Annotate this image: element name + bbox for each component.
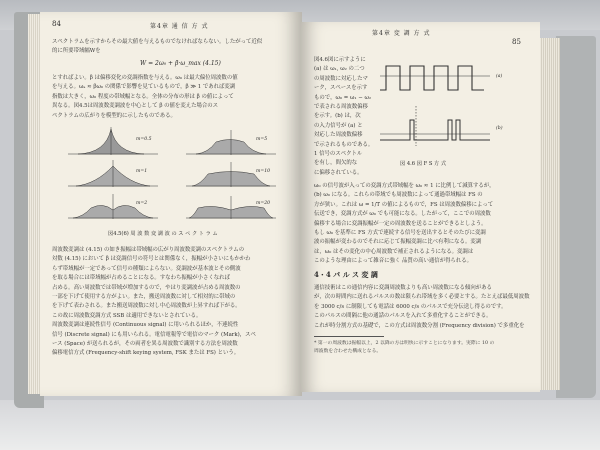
text-line: を与える。ωₐ ≈ βω₀ の関係で影響を見ているもので，β ≫ 1 であれば変調 — [52, 84, 236, 91]
footnote-line: 周波数を合わせた構成となる。 — [314, 349, 382, 354]
right-page — [300, 22, 540, 392]
spectrum-label: m=1 — [136, 169, 148, 174]
section-heading: 4・4 パ ル ス 変 調 — [314, 270, 378, 279]
left-running-head: 第4章 通 信 方 式 — [150, 23, 209, 30]
right-main-text — [314, 182, 495, 267]
text-line: 偏移する場合に変調振幅が一定の周波数を送ることができるとしよう。 — [314, 220, 487, 227]
footnote — [314, 340, 494, 356]
footnote-line: * 第一の周波数は振幅以上，2 以降の方は明快に示すことになります。実際に 10 の — [314, 341, 495, 346]
text-line: ペクトラムの広がりを模型的に示したものである。 — [52, 112, 176, 119]
text-line: ω₀ の信号波が入っての変調方式帯域幅を ω₀ ≈ 1 に比例して減算するが， — [314, 183, 495, 189]
figure-caption: 図 4.6 図 F S 方 式 — [400, 161, 447, 167]
spectrum-label: m=5 — [256, 137, 268, 142]
text-line: このパルスの間隔に他の通話のパルスを入れて多重化することができる。 — [314, 313, 492, 320]
text-line: 通信技術はこの通信内容に変調周波数よりも高い周波数になる傾向がある — [314, 285, 492, 291]
footnote-rule — [314, 336, 384, 337]
text-line: もので，ω₀ = ω₁ − ω₂ — [314, 94, 372, 101]
text-line: で示されるものである。 — [314, 141, 374, 148]
spectrum-figure — [58, 124, 288, 228]
text-line: 対応した周波数偏移 — [314, 132, 363, 139]
text-line: を有し，間欠的な — [314, 160, 358, 167]
text-line: は，ω₀ はその変化の中心周波数で補正されるようになる。変調は — [314, 248, 474, 255]
text-line: とすればよい。β は偏移変化の変調指数を与える。ω₀ は最大偏位周波数の値 — [52, 75, 238, 81]
text-line: (a) は ω₁, ω₂ の二つ — [314, 66, 365, 73]
text-line: 偏移電信方式 (Frequency-shift keying system, FSK または FS) という。 — [52, 350, 240, 357]
text-line: 1 信号のスペクトル — [314, 151, 363, 158]
book-cover-right — [556, 36, 596, 398]
text-line: 伝送でき，変調方式が ω₀ でも可能になる。したがって，ここでの周波数 — [314, 211, 491, 218]
left-page-number: 84 — [52, 20, 61, 28]
page-edges-right — [538, 38, 560, 390]
left-text-bottom — [52, 246, 256, 359]
text-line: 周波数変調は (4.15) の如き振幅は帯域幅の広がり周波数変調のスペクトラムの — [52, 247, 245, 253]
wave-label: (b) — [496, 126, 503, 131]
equation: W = 2ω₀ + β·ω_max (4.15) — [140, 60, 221, 67]
spectrum-label: m=20 — [256, 201, 271, 206]
right-running-head: 第4章 変 調 方 式 — [372, 30, 431, 37]
text-line: を示す。(b) は，次 — [314, 113, 361, 120]
text-line: 占める。高い周波数では帯域が増加するので，やはり変調波が占める周波数の — [52, 284, 241, 291]
text-line: 指数は大きく，ω₀ 程度の帯域幅となる。全体の分布の形は β の値によって — [52, 93, 234, 100]
right-section-text — [314, 284, 529, 331]
wave-label: (a) — [496, 74, 503, 79]
text-line: スペクトラムを示すからその最大値を与えるものでなければならない。したがって近似 — [52, 39, 263, 45]
text-line: 波の振幅が変わるのでそれに応じて振幅変調に比べ有利になる。変調 — [314, 239, 482, 246]
right-side-text — [314, 56, 373, 178]
spectrum-label: m=2 — [136, 201, 148, 206]
text-line: を取る場合には帯域幅が占めることになる。すなわち振幅が小さくなれば — [52, 275, 230, 282]
right-page-number: 85 — [512, 38, 521, 46]
text-line: らず帯域幅が一定であって信号の種類によらない。変調波が基本波とその側波 — [52, 265, 241, 272]
text-line: 異なる。図4.5は周波数変調波を中心として β の値を変えた場合のス — [52, 103, 219, 110]
text-line: に偏移されている。 — [314, 169, 363, 176]
table-surface — [0, 400, 600, 450]
text-line: の入力信号が (a) と — [314, 122, 363, 129]
text-line: これが時分割方式の基礎で，この方式は周波数分割 (Frequency division) で多重化を — [314, 322, 525, 329]
text-line: で表される周波数偏移 — [314, 104, 368, 111]
text-line: の周波数に対応したマ — [314, 75, 368, 82]
spectrum-label: m=0.5 — [136, 137, 152, 142]
text-line: 的に所要帯域幅Wを — [52, 48, 101, 55]
text-line: 対数 (4.15) において β は変調信号の符号とは関係なく，振幅が小さいにもかかわ — [52, 256, 251, 263]
text-line: ーク，スペースを示す — [314, 85, 368, 92]
text-line: ース (Space) が送られるが，その両者を異る周波数で識別する方法を周波数 — [52, 341, 238, 348]
text-line: 一部を下げて使用する方がよい。また，搬送周波数に対して相対的に帯域の — [52, 294, 236, 301]
text-line: 周波数変調は連続性信号 (Continuous signal) に用いられるほか，不連続性 — [52, 322, 239, 329]
left-text-mid — [52, 74, 238, 121]
text-line: もし ω₀ を基準に FS 方式で連続する信号を送出するとそのたびに変調 — [314, 230, 486, 237]
text-line: (b) ω₀ になる。これらの帯域でも周波数によって通過帯域幅は FS の — [314, 192, 483, 199]
text-line: を下げて表わされる。また搬送周波数に対し中心周波数が上昇すれば下がる。 — [52, 303, 241, 310]
text-line: このような理由によって雑音に強く 品質の高い通信が得られる。 — [314, 258, 473, 265]
spectrum-label: m=10 — [256, 169, 271, 174]
text-line: 図4.6図に示すように — [314, 57, 366, 63]
left-page — [40, 12, 302, 396]
text-line: を 3000 c/s に制限しても電話は 6000 c/s のパルスで充分伝送し得るのです。 — [314, 303, 507, 310]
figure-caption: 図4.5(6) 周 波 数 変 調 波 の ス ペ ク ト ラ ム — [108, 231, 218, 237]
text-line: この故に周波数変調方式 SSB は適用できないとされている。 — [52, 312, 202, 319]
fs-waveform-figure — [376, 54, 496, 158]
text-line: 信号 (Discrete signal) にも用いられる。電信電報等で電信のマーク (Mark)，スペ — [52, 331, 256, 338]
left-text-top — [52, 38, 262, 57]
text-line: が，次の時間内に送れるパルスの数は限られ帯域を多く必要とする。たとえば最低周波数 — [314, 294, 530, 301]
text-line: 方が狭い。これは ω = 1/T の値によるもので，FS は周波数偏移によって — [314, 201, 494, 208]
